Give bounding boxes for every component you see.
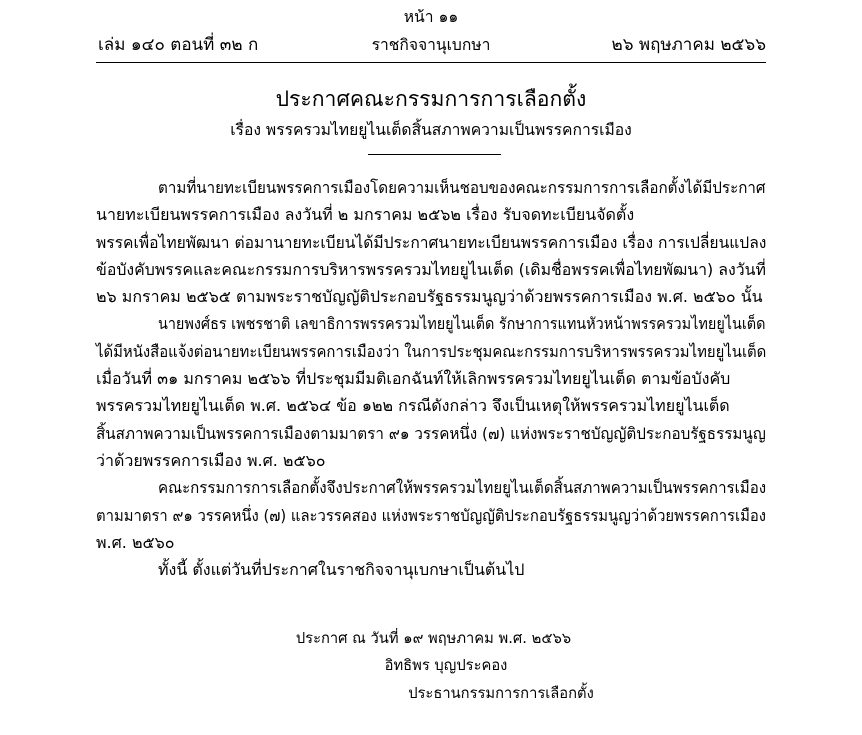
body-line: ทั้งนี้ ตั้งแต่วันที่ประกาศในราชกิจจานุเบกษาเป็นต้นไป [158, 560, 525, 580]
gazette-name: ราชกิจจานุเบกษา [371, 35, 491, 54]
title-divider [368, 154, 501, 155]
body-line: นายพงศ์ธร เพชรชาติ เลขาธิการพรรครวมไทยยูไนเต็ด รักษาการแทนหัวหน้าพรรครวมไทยยูไนเต็ด [157, 314, 766, 334]
body-line: นายทะเบียนพรรคการเมือง ลงวันที่ ๒ มกราคม ๒๕๖๒ เรื่อง รับจดทะเบียนจัดตั้ง [96, 205, 635, 225]
body-line: ได้มีหนังสือแจ้งต่อนายทะเบียนพรรคการเมืองว่า ในการประชุมคณะกรรมการบริหารพรรครวมไทยยูไนเต็ด [96, 341, 767, 361]
body-line: ว่าด้วยพรรคการเมือง พ.ศ. ๒๕๖๐ [96, 450, 326, 470]
body-line: พรรครวมไทยยูไนเต็ด พ.ศ. ๒๕๖๔ ข้อ ๑๒๒ กรณีดังกล่าว จึงเป็นเหตุให้พรรครวมไทยยูไนเต็ด [96, 396, 730, 416]
body-line: ข้อบังคับพรรคและคณะกรรมการบริหารพรรครวมไทยยูไนเต็ด (เดิมชื่อพรรคเพื่อไทยพัฒนา) ลงวันที่ [96, 259, 766, 279]
body-line: ตามที่นายทะเบียนพรรคการเมืองโดยความเห็นชอบของคณะกรรมการการเลือกตั้งได้มีประกาศ [157, 178, 766, 197]
header-divider [96, 62, 766, 63]
body-line: ตามมาตรา ๙๑ วรรคหนึ่ง (๗) และวรรคสอง แห่งพระราชบัญญัติประกอบรัฐธรรมนูญว่าด้วยพรรคการเมือง [96, 505, 767, 525]
announcement-title: ประกาศคณะกรรมการการเลือกตั้ง [275, 86, 587, 111]
volume-section: เล่ม ๑๔๐ ตอนที่ ๓๒ ก [98, 35, 259, 55]
page-number: หน้า ๑๑ [403, 7, 459, 26]
announcement-body [96, 174, 766, 583]
paragraph-background [96, 174, 766, 310]
body-line: พรรคเพื่อไทยพัฒนา ต่อมานายทะเบียนได้มีประกาศนายทะเบียนพรรคการเมือง เรื่อง การเปลี่ยนแปลง [96, 232, 767, 252]
body-line: ๒๖ มกราคม ๒๕๖๕ ตามพระราชบัญญัติประกอบรัฐธรรมนูญว่าด้วยพรรคการเมือง พ.ศ. ๒๕๖๐ นั้น [96, 287, 763, 307]
announcement-subject: เรื่อง พรรครวมไทยยูไนเต็ดสิ้นสภาพความเป็นพรรคการเมือง [230, 120, 632, 139]
gazette-date: ๒๖ พฤษภาคม ๒๕๖๖ [611, 35, 766, 55]
body-line: เมื่อวันที่ ๓๑ มกราคม ๒๕๖๖ ที่ประชุมมีมติเอกฉันท์ให้เลิกพรรครวมไทยยูไนเต็ด ตามข้อบังคับ [96, 369, 731, 389]
signer-name: อิทธิพร บุญประคอง [384, 657, 508, 675]
body-line: คณะกรรมการการเลือกตั้งจึงประกาศให้พรรครวมไทยยูไนเต็ดสิ้นสภาพความเป็นพรรคการเมือง [157, 478, 767, 498]
signer-position: ประธานกรรมการการเลือกตั้ง [408, 684, 594, 702]
signature-block [0, 625, 862, 707]
announced-date: ประกาศ ณ วันที่ ๑๙ พฤษภาคม พ.ศ. ๒๕๖๖ [295, 630, 572, 647]
body-line: พ.ศ. ๒๕๖๐ [96, 532, 175, 552]
paragraph-declaration [96, 474, 766, 556]
body-line: สิ้นสภาพความเป็นพรรคการเมืองตามมาตรา ๙๑ วรรคหนึ่ง (๗) แห่งพระราชบัญญัติประกอบรัฐธรรมนูญ [96, 423, 766, 443]
paragraph-notification [96, 310, 766, 474]
paragraph-effective [96, 556, 766, 583]
